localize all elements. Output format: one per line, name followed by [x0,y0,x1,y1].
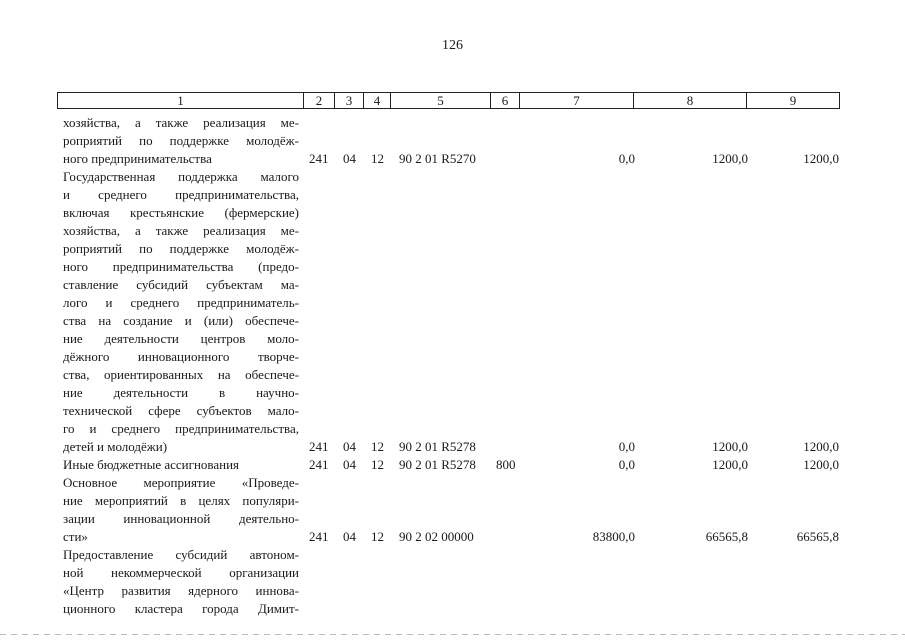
cell-column-9: 1200,0 [803,439,839,454]
row-description: Предоставление субсидий автоном- [63,547,299,562]
table-row [0,420,905,438]
table-row [0,546,905,564]
cell-column-3: 04 [343,457,356,472]
row-description: Иные бюджетные ассигнования [63,457,240,472]
row-description: зации инновационной деятельно- [63,511,299,526]
table-row [0,582,905,600]
row-description: дёжного инновационного творче- [63,349,299,364]
table-row [0,258,905,276]
row-description: сти» [63,529,88,544]
cell-column-2: 241 [309,151,329,166]
cell-column-5: 90 2 01 R5270 [399,151,476,166]
scan-noise [0,634,905,635]
column-header-2: 2 [304,93,335,109]
table-row [0,294,905,312]
row-description: лого и среднего предприниматель- [63,295,299,310]
cell-column-4: 12 [371,529,384,544]
row-description: ние мероприятий в целях популяри- [63,493,299,508]
column-header-1: 1 [58,93,304,109]
cell-column-2: 241 [309,439,329,454]
cell-column-4: 12 [371,151,384,166]
cell-column-3: 04 [343,529,356,544]
cell-column-8: 1200,0 [712,439,748,454]
column-header-3: 3 [335,93,364,109]
table-row [0,438,905,456]
table-row [0,348,905,366]
cell-column-5: 90 2 02 00000 [399,529,474,544]
table-row [0,474,905,492]
row-description: включая крестьянские (фермерские) [63,205,299,220]
row-description: ного предпринимательства (предо- [63,259,299,274]
row-description: Основное мероприятие «Проведе- [63,475,299,490]
row-description: ной некоммерческой организации [63,565,299,580]
table-row [0,186,905,204]
table-row [0,132,905,150]
row-description: Государственная поддержка малого [63,169,299,184]
row-description: технической сфере субъектов мало- [63,403,299,418]
table-row [0,366,905,384]
cell-column-5: 90 2 01 R5278 [399,439,476,454]
row-description: роприятий по поддержке молодёж- [63,133,299,148]
row-description: ние деятельности в научно- [63,385,299,400]
row-description: ние деятельности центров моло- [63,331,299,346]
row-description: го и среднего предпринимательства, [63,421,299,436]
cell-column-7: 83800,0 [592,529,635,544]
cell-column-9: 66565,8 [796,529,839,544]
table-row [0,384,905,402]
table-row [0,510,905,528]
cell-column-8: 1200,0 [712,151,748,166]
table-row [0,240,905,258]
cell-column-2: 241 [309,529,329,544]
table-row [0,168,905,186]
row-description: ставление субсидий субъектам ма- [63,277,299,292]
column-header-7: 7 [520,93,634,109]
row-description: ного предпринимательства [63,151,212,166]
cell-column-7: 0,0 [618,457,635,472]
page-number: 126 [442,38,463,53]
table-row [0,276,905,294]
row-description: хозяйства, а также реализация ме- [63,223,299,238]
row-description: хозяйства, а также реализация ме- [63,115,299,130]
column-header-table [57,92,840,109]
table-row [0,600,905,618]
table-row [0,564,905,582]
column-header-4: 4 [364,93,391,109]
column-header-5: 5 [391,93,491,109]
table-row [0,492,905,510]
cell-column-7: 0,0 [618,439,635,454]
table-row [0,402,905,420]
table-row [0,456,905,474]
table-row [0,222,905,240]
table-row [0,330,905,348]
row-description: роприятий по поддержке молодёж- [63,241,299,256]
cell-column-7: 0,0 [618,151,635,166]
row-description: «Центр развития ядерного иннова- [63,583,299,598]
cell-column-8: 66565,8 [705,529,748,544]
cell-column-4: 12 [371,457,384,472]
table-row [0,150,905,168]
column-header-6: 6 [491,93,520,109]
cell-column-9: 1200,0 [803,457,839,472]
table-row [0,204,905,222]
column-header-9: 9 [747,93,840,109]
table-row [0,528,905,546]
cell-column-2: 241 [309,457,329,472]
cell-column-4: 12 [371,439,384,454]
table-row [0,114,905,132]
cell-column-3: 04 [343,439,356,454]
table-row [0,312,905,330]
cell-column-5: 90 2 01 R5278 [399,457,476,472]
row-description: и среднего предпринимательства, [63,187,299,202]
row-description: ства, ориентированных на обеспече- [63,367,299,382]
column-header-8: 8 [634,93,747,109]
cell-column-6: 800 [496,457,516,472]
cell-column-3: 04 [343,151,356,166]
row-description: ства на создание и (или) обеспече- [63,313,299,328]
row-description: ционного кластера города Димит- [63,601,299,616]
column-header-row [58,93,840,109]
row-description: детей и молодёжи) [63,439,168,454]
cell-column-9: 1200,0 [803,151,839,166]
cell-column-8: 1200,0 [712,457,748,472]
